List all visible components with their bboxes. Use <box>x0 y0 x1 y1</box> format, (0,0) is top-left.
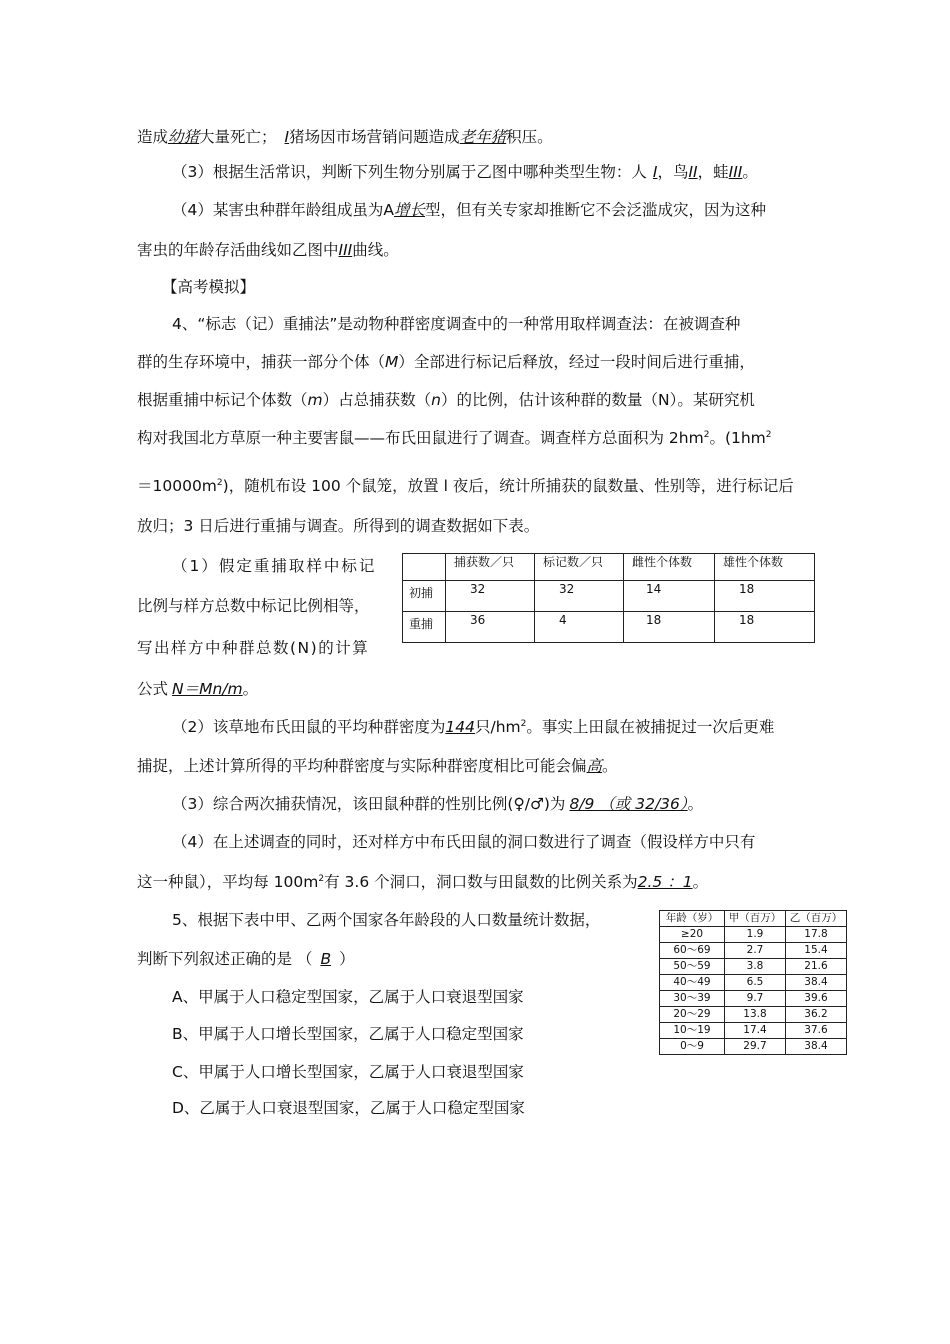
table-row <box>660 1023 847 1039</box>
table-cell: 40～49 <box>660 975 725 991</box>
text: 型，但有关专家却推断它不会泛滥成灾，因为这种 <box>424 201 766 219</box>
text: 害虫的年龄存活曲线如乙图中 <box>137 241 339 259</box>
text: 造成 <box>137 128 169 146</box>
text: ，鸟 <box>657 163 689 181</box>
sub-question-2 <box>172 717 774 737</box>
text: （2）该草地布氏田鼠的平均种群密度为 <box>172 718 446 736</box>
answer-blank: 144 <box>445 718 475 736</box>
option-d: D、乙属于人口衰退型国家，乙属于人口稳定型国家 <box>172 1099 525 1117</box>
table-header-cell: 标记数／只 <box>535 554 624 581</box>
question-5-line: 5、根据下表中甲、乙两个国家各年龄段的人口数量统计数据， <box>172 911 601 929</box>
table-row <box>660 1039 847 1055</box>
sub-question-3 <box>172 794 703 814</box>
sub-question-1: （1）假定重捕取样中标记 <box>172 557 377 575</box>
paragraph-line <box>137 476 794 496</box>
text: ）的比例，估计该种群的数量（N）。某研究机 <box>440 391 755 409</box>
table-cell: 18 <box>624 612 715 643</box>
superscript: 2 <box>765 430 772 440</box>
table-header-cell <box>403 554 446 581</box>
text: （3）综合两次捕获情况，该田鼠种群的性别比例(♀/♂)为 <box>172 795 566 813</box>
text: ＝10000m <box>137 477 217 495</box>
table-cell: 9.7 <box>725 991 786 1007</box>
answer-blank: 高 <box>586 757 603 775</box>
table-row <box>403 612 815 643</box>
text: 公式 <box>137 680 169 698</box>
superscript: 2 <box>216 478 223 488</box>
table-cell: 17.4 <box>725 1023 786 1039</box>
table-cell: 6.5 <box>725 975 786 991</box>
text-line-1 <box>137 127 553 147</box>
option-c: C、甲属于人口增长型国家，乙属于人口衰退型国家 <box>172 1063 524 1081</box>
answer-blank: II <box>688 163 698 181</box>
sub-question-2-line-2 <box>137 756 618 776</box>
section-heading: 【高考模拟】 <box>162 278 256 296</box>
table-cell: 32 <box>446 581 535 612</box>
sub-question-4: （4）在上述调查的同时，还对样方中布氏田鼠的洞口数进行了调查（假设样方中只有 <box>172 833 756 851</box>
table-cell: 38.4 <box>786 1039 847 1055</box>
question-5-line-2 <box>137 949 355 969</box>
table-cell: 10～19 <box>660 1023 725 1039</box>
table-cell: 2.7 <box>725 943 786 959</box>
question-4-line-2 <box>137 240 399 260</box>
table-row <box>660 959 847 975</box>
table-header-row <box>660 911 847 927</box>
table-row <box>660 927 847 943</box>
text: 曲线。 <box>352 241 399 259</box>
text: 判断下列叙述正确的是 （ <box>137 950 313 968</box>
table-cell: 29.7 <box>725 1039 786 1055</box>
capture-data-table <box>402 553 815 643</box>
table-cell: 39.6 <box>786 991 847 1007</box>
table-cell: 3.8 <box>725 959 786 975</box>
sub-question-1-line-2: 比例与样方总数中标记比例相等， <box>137 597 370 615</box>
text: 有 3.6 个洞口，洞口数与田鼠数的比例关系为 <box>324 873 638 891</box>
table-header-cell: 年龄（岁） <box>660 911 725 927</box>
table-cell: 18 <box>715 581 815 612</box>
text: 。事实上田鼠在被捕捉过一次后更难 <box>526 718 775 736</box>
table-cell: 14 <box>624 581 715 612</box>
table-header-cell: 甲（百万） <box>725 911 786 927</box>
table-row <box>660 943 847 959</box>
table-cell: 21.6 <box>786 959 847 975</box>
text: 。 <box>692 873 709 891</box>
answer-blank: III <box>728 163 743 181</box>
text: ，蛙 <box>697 163 729 181</box>
text: 积压。 <box>506 128 553 146</box>
answer-blank: 2.5 ：1 <box>637 873 693 891</box>
text: 猪场因市场营销问题造成 <box>289 128 460 146</box>
table-cell: 36.2 <box>786 1007 847 1023</box>
paragraph-line <box>137 390 755 410</box>
answer-blank: 增长 <box>393 201 425 219</box>
formula-line <box>137 679 258 699</box>
answer-blank: I <box>284 128 290 146</box>
table-cell: 15.4 <box>786 943 847 959</box>
text: 。 <box>242 680 259 698</box>
text: （3）根据生活常识，判断下列生物分别属于乙图中哪种类型生物：人 <box>172 163 647 181</box>
paragraph-line: 放归；3 日后进行重捕与调查。所得到的调查数据如下表。 <box>137 517 540 535</box>
table-row <box>660 991 847 1007</box>
text: 群的生存环境中，捕获一部分个体（ <box>137 353 386 371</box>
variable: M <box>385 353 399 371</box>
table-cell: 0～9 <box>660 1039 725 1055</box>
text: ） <box>339 950 355 968</box>
table-cell: 13.8 <box>725 1007 786 1023</box>
text: 捕捉，上述计算所得的平均种群密度与实际种群密度相比可能会偏 <box>137 757 587 775</box>
table-row <box>660 1007 847 1023</box>
superscript: 2 <box>318 874 325 884</box>
answer-blank: 幼猪 <box>168 128 200 146</box>
paragraph-line <box>137 352 755 372</box>
variable: n <box>431 391 441 409</box>
question-4-intro: 4、“标志（记）重捕法”是动物种群密度调查中的一种常用取样调查法：在被调查种 <box>172 315 741 333</box>
text: ）占总捕获数（ <box>322 391 432 409</box>
table-header-cell: 乙（百万） <box>786 911 847 927</box>
superscript: 2 <box>703 430 710 440</box>
table-cell: 37.6 <box>786 1023 847 1039</box>
population-data-table <box>659 910 847 1055</box>
answer-blank: B <box>320 950 332 968</box>
table-cell: 初捕 <box>403 581 446 612</box>
text: 构对我国北方草原一种主要害鼠——布氏田鼠进行了调查。调查样方总面积为 2hm <box>137 429 704 447</box>
text: 。 <box>602 757 618 775</box>
variable: m <box>307 391 323 409</box>
table-cell: 30～39 <box>660 991 725 1007</box>
superscript: 2 <box>520 719 527 729</box>
table-header-cell: 雌性个体数 <box>624 554 715 581</box>
table-header-row <box>403 554 815 581</box>
text: 。(1hm <box>709 429 766 447</box>
table-cell: 60～69 <box>660 943 725 959</box>
text: )，随机布设 100 个鼠笼，放置 l 夜后，统计所捕获的鼠数量、性别等，进行标记后 <box>222 477 794 495</box>
table-cell: ≥20 <box>660 927 725 943</box>
answer-blank: III <box>338 241 353 259</box>
question-4-line <box>172 200 766 220</box>
question-3-line <box>172 162 758 182</box>
table-cell: 36 <box>446 612 535 643</box>
text: ）全部进行标记后释放，经过一段时间后进行重捕， <box>398 353 755 371</box>
text: 大量死亡； <box>199 128 277 146</box>
option-b: B、甲属于人口增长型国家，乙属于人口稳定型国家 <box>172 1025 524 1043</box>
sub-question-1-line-3: 写出样方中种群总数(N)的计算 <box>137 639 370 657</box>
answer-blank: 8/9 （或 32/36） <box>569 795 688 813</box>
table-row <box>660 975 847 991</box>
table-cell: 18 <box>715 612 815 643</box>
paragraph-line <box>137 428 772 448</box>
table-header-cell: 雄性个体数 <box>715 554 815 581</box>
text: （4）某害虫种群年龄组成虽为A <box>172 201 394 219</box>
text: 。 <box>687 795 704 813</box>
table-cell: 4 <box>535 612 624 643</box>
table-row <box>403 581 815 612</box>
table-cell: 50～59 <box>660 959 725 975</box>
text: 只/hm <box>474 718 521 736</box>
text: 。 <box>742 163 758 181</box>
formula-answer: N＝Mn/m <box>172 680 243 698</box>
table-cell: 38.4 <box>786 975 847 991</box>
text: 这一种鼠），平均每 100m <box>137 873 319 891</box>
option-a: A、甲属于人口稳定型国家，乙属于人口衰退型国家 <box>172 988 524 1006</box>
sub-question-4-line-2 <box>137 872 708 892</box>
table-cell: 32 <box>535 581 624 612</box>
text: 根据重捕中标记个体数（ <box>137 391 308 409</box>
table-cell: 1.9 <box>725 927 786 943</box>
answer-blank: I <box>652 163 658 181</box>
table-cell: 重捕 <box>403 612 446 643</box>
answer-blank: 老年猪 <box>459 128 507 146</box>
table-cell: 20～29 <box>660 1007 725 1023</box>
table-header-cell: 捕获数／只 <box>446 554 535 581</box>
table-cell: 17.8 <box>786 927 847 943</box>
